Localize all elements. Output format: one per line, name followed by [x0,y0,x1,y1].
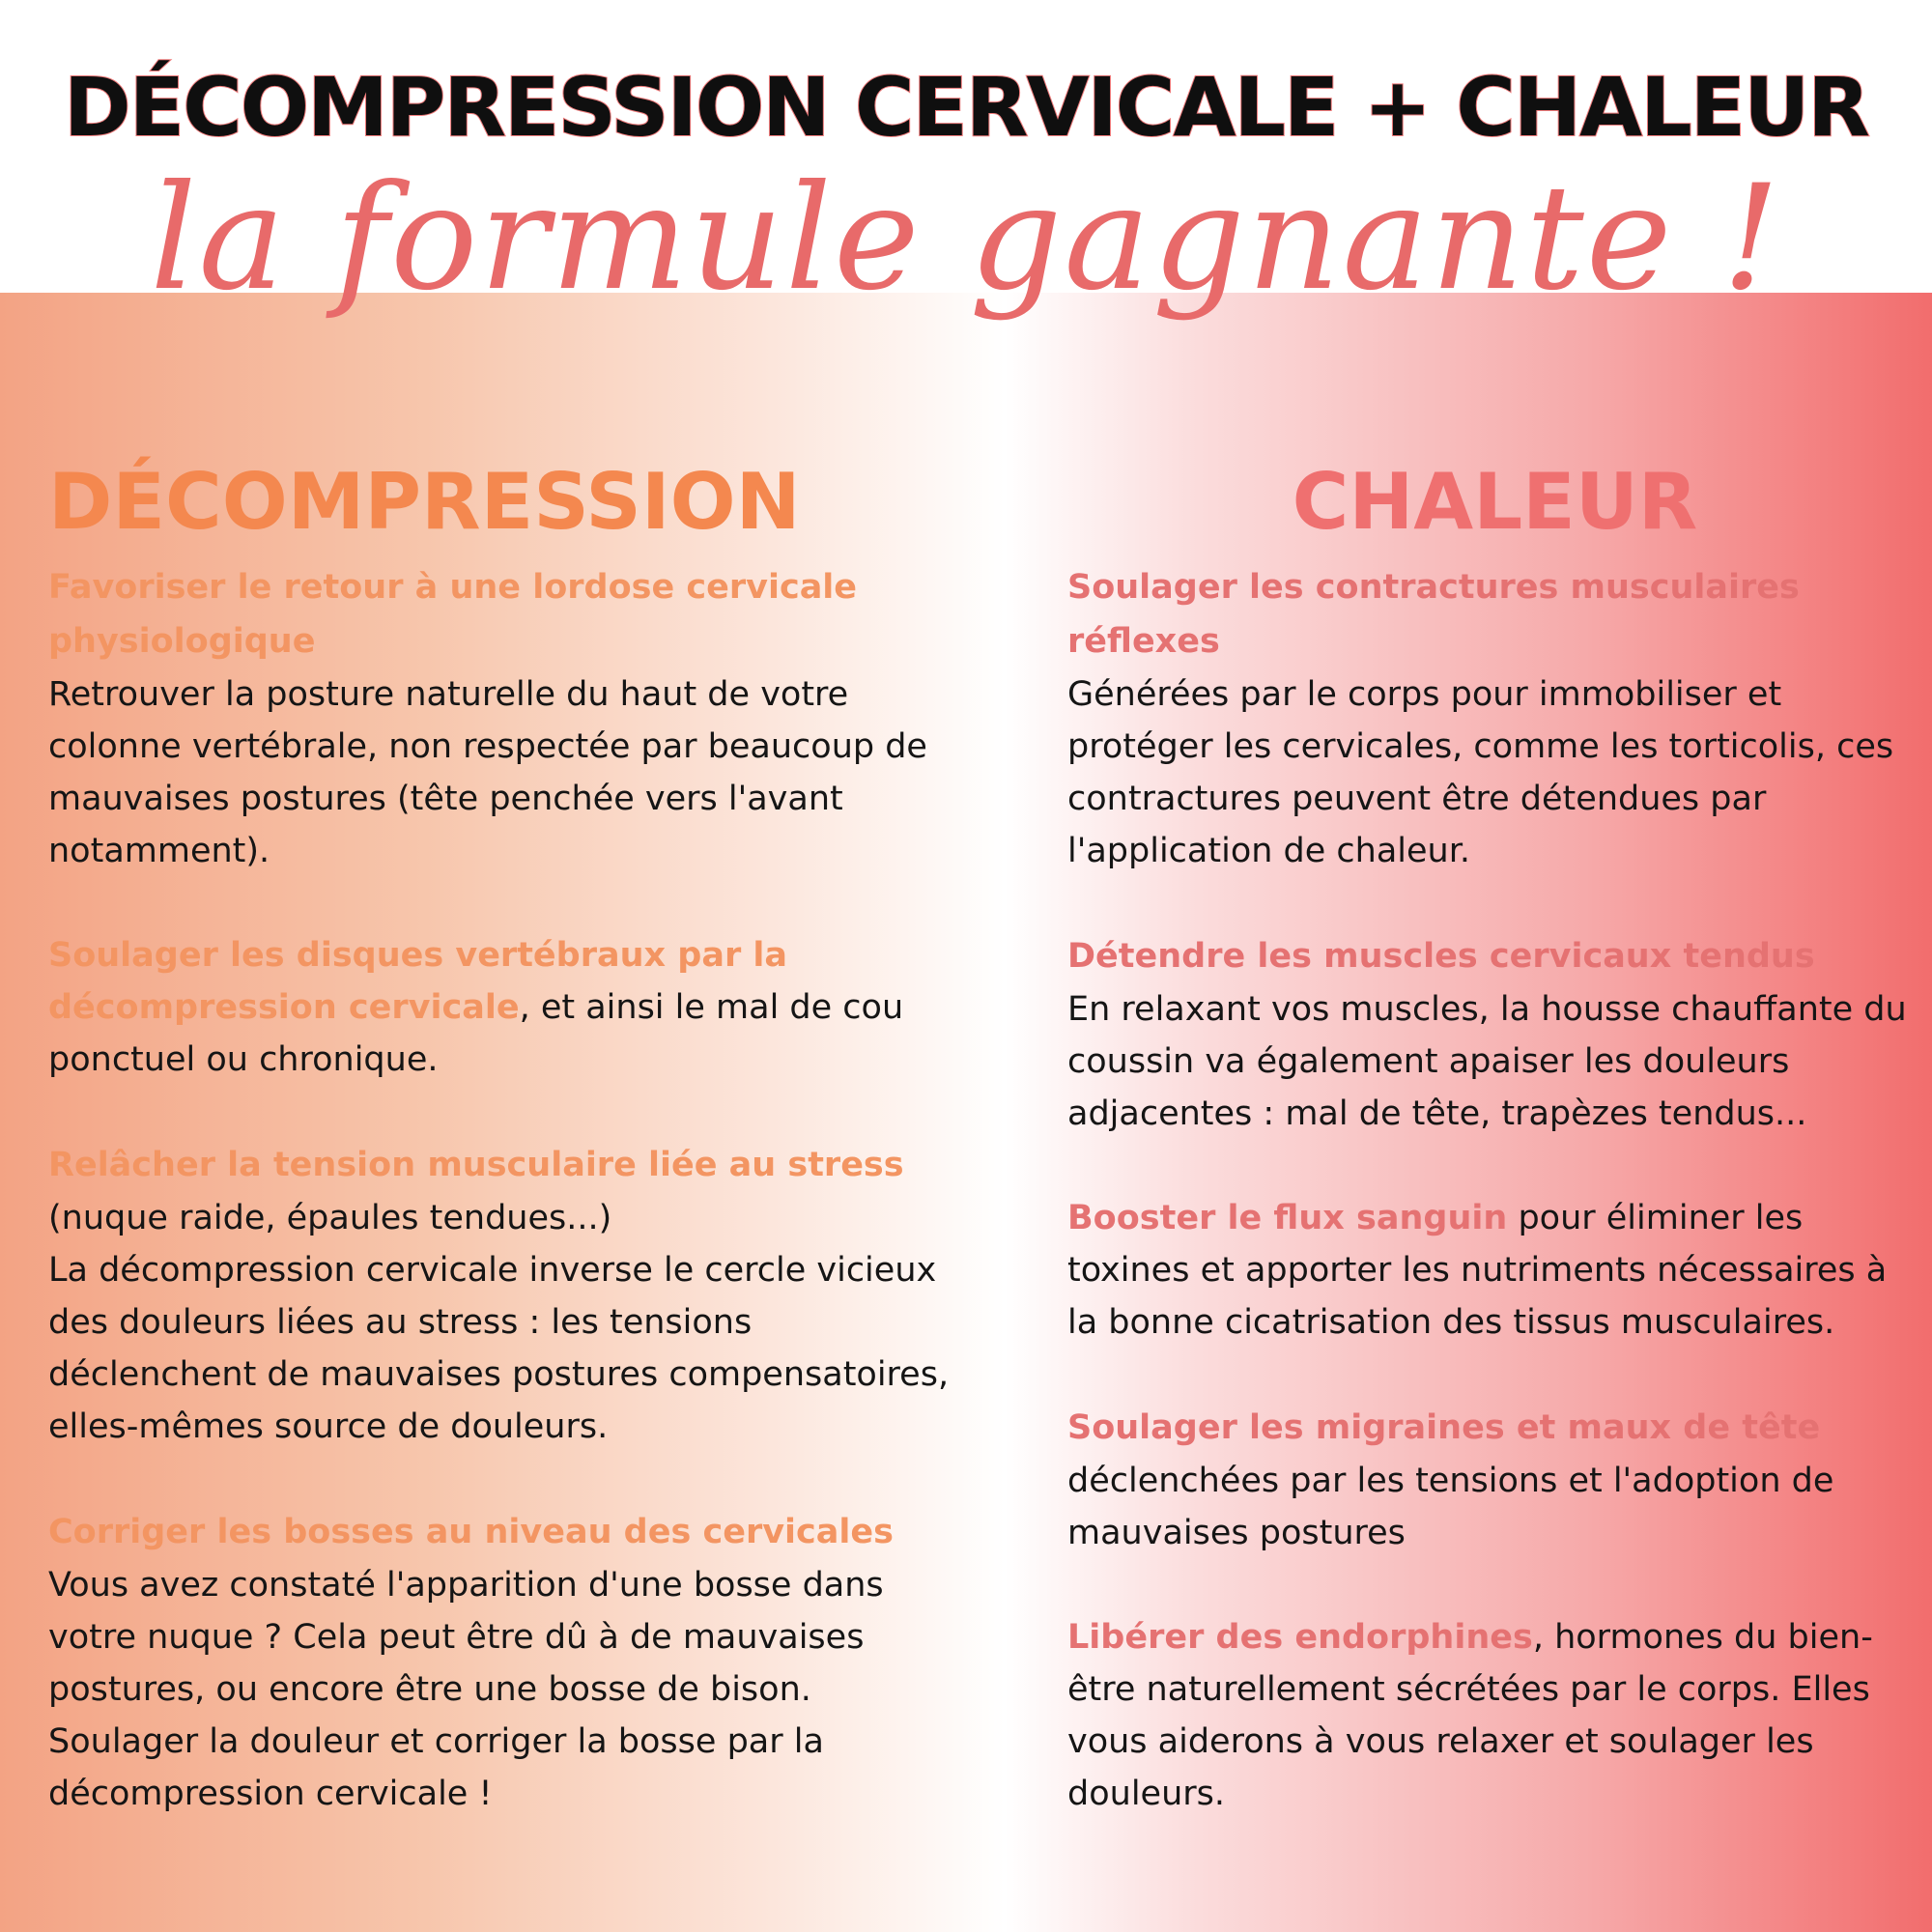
item-heading: Relâcher la tension musculaire liée au stress [48,1146,904,1184]
item-body: déclenchées par les tensions et l'adoption de mauvaises postures [1067,1462,1834,1552]
chaleur-item-flux [1067,1192,1922,1349]
item-body: (nuque raide, épaules tendues...) [48,1199,612,1237]
item-body: Vous avez constaté l'apparition d'une bosse dans votre nuque ? Cela peut être dû à de mauvaises postures, ou encore être une bosse de bison. Soulager la douleur et corriger la bosse par la décompression cervicale ! [48,1566,884,1813]
chaleur-item-endorphines [1067,1611,1922,1820]
decompression-item-disques [48,929,956,1086]
item-heading: Libérer des endorphines [1067,1618,1533,1657]
item-paragraph [48,929,956,1086]
item-heading: Booster le flux sanguin [1067,1199,1508,1237]
page-title: DÉCOMPRESSION CERVICALE + CHALEUR [64,60,1868,155]
item-body: La décompression cervicale inverse le cercle vicieux des douleurs liées au stress : les tensions déclenchent de mauvaises postures compensatoires, elles-mêmes source de douleurs. [48,1251,950,1446]
item-body: , hormones du bien-être naturellement sécrétées par le corps. Elles vous aiderons à vous relaxer et soulager les douleurs. [1067,1618,1873,1813]
item-body: Générées par le corps pour immobiliser et protéger les cervicales, comme les torticolis, ces contractures peuvent être détendues par l'application de chaleur. [1067,675,1894,870]
item-body: , et ainsi le mal de cou ponctuel ou chronique. [48,988,904,1079]
chaleur-item-muscles [1067,929,1922,1140]
decompression-title: DÉCOMPRESSION [48,457,801,547]
item-paragraph [1067,1611,1922,1820]
chaleur-item-contractures [1067,560,1922,877]
item-body: pour éliminer les toxines et apporter les nutriments nécessaires à la bonne cicatrisation des tissus musculaires. [1067,1199,1888,1342]
item-heading: Soulager les contractures musculaires réflexes [1067,568,1800,661]
item-heading: Corriger les bosses au niveau des cervicales [48,1513,894,1551]
chaleur-title: CHALEUR [1292,457,1698,547]
item-body: Retrouver la posture naturelle du haut de votre colonne vertébrale, non respectée par beaucoup de mauvaises postures (tête penchée vers l'avant notamment). [48,675,927,870]
decompression-item-bosses [48,1505,956,1820]
page-subtitle: la formule gagnante ! [150,155,1782,323]
decompression-column [48,454,956,1872]
chaleur-item-migraines [1067,1401,1922,1559]
decompression-item-lordose [48,560,956,877]
item-body: En relaxant vos muscles, la housse chauffante du coussin va également apaiser les douleurs adjacentes : mal de tête, trapèzes tendus... [1067,990,1907,1133]
item-heading: Favoriser le retour à une lordose cervicale physiologique [48,568,858,661]
item-paragraph [1067,1192,1922,1349]
item-heading: Soulager les migraines et maux de tête [1067,1408,1821,1447]
item-heading: Soulager les disques vertébraux par la décompression cervicale [48,936,788,1027]
chaleur-column [1067,454,1922,1872]
item-heading: Détendre les muscles cervicaux tendus [1067,937,1815,976]
decompression-item-stress [48,1138,956,1453]
